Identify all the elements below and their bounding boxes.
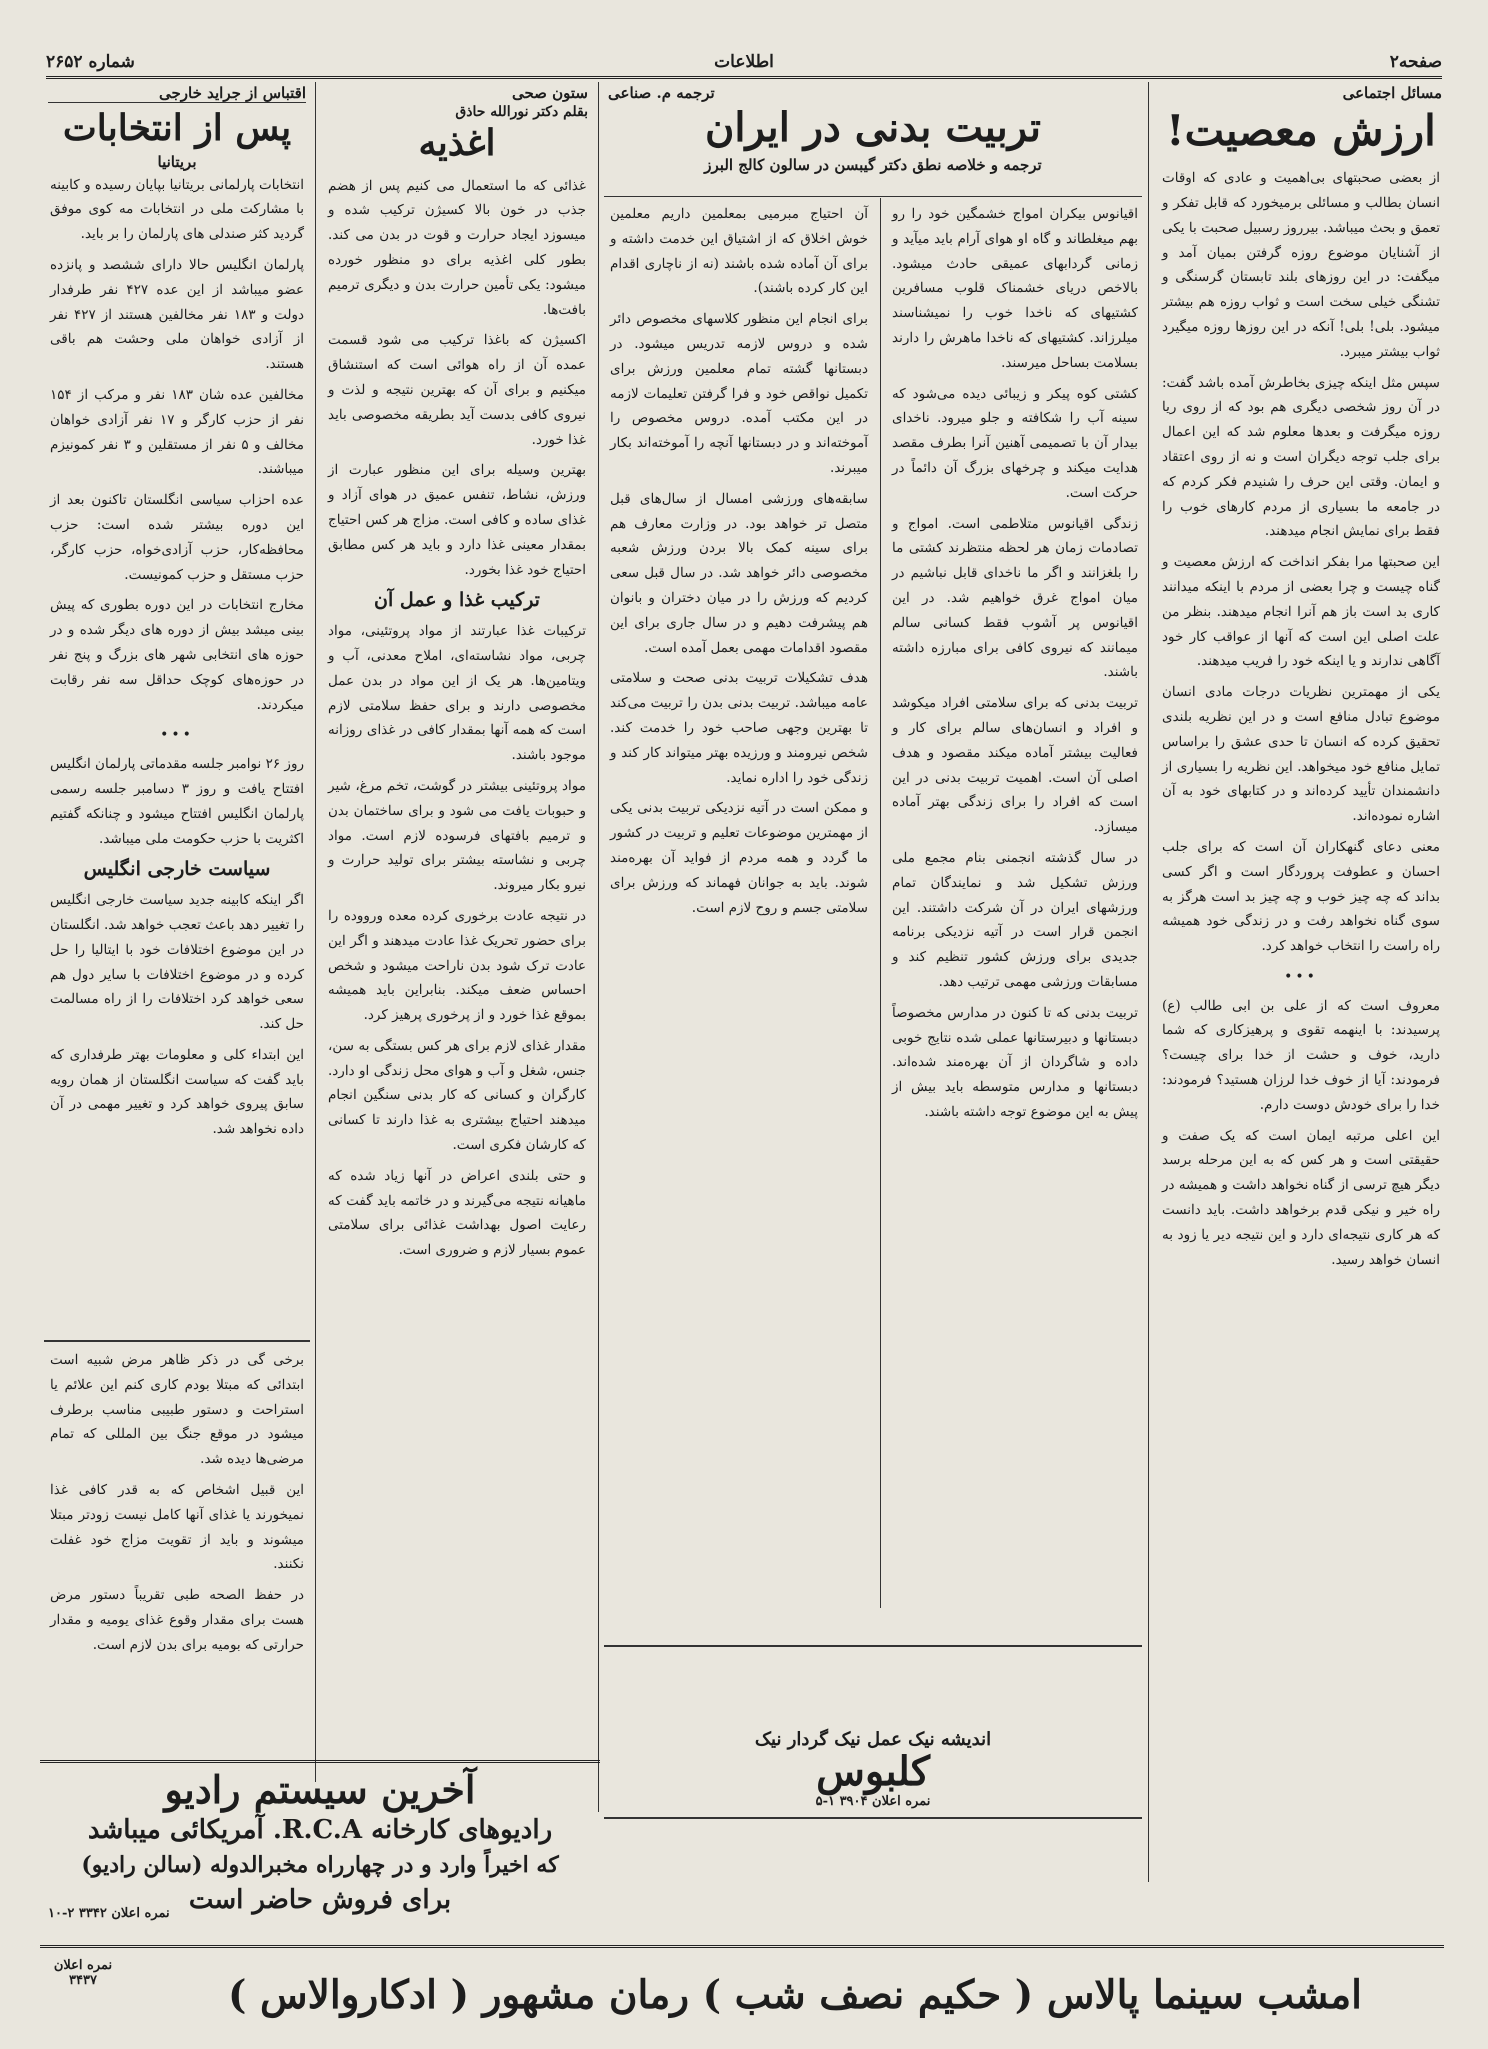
column-rule [1148,82,1149,1882]
section-heading: سیاست خارجی انگلیس [83,858,271,881]
kelbous-advertisement [604,1645,1142,1819]
cinema-ad-code [48,1958,118,1988]
ad-title: آخرین سیستم رادیو [164,1767,476,1812]
paragraph: مخارج انتخابات در این دوره بطوری که پیش بینی میشد بیش از دوره های دیگر شده و در حوزه های انتخابی شهر های بزرگ و پنج نفر در حوزه‌های کوچک حداقل سه نفر رقابت میکردند. [50,597,304,713]
article-body [44,1342,310,1658]
paragraph: اگر اینکه کابینه جدید سیاست خارجی انگلیس را تغییر دهد باعث تعجب خواهد شد. انگلستان در این موضوع اختلافات خود با ایتالیا را حل کرده و در موضوع اختلافات با سایر دول هم سعی خواهد کرد اختلافات را از راه مسالمت حل کند. [50,892,304,1033]
header-rule [604,196,1142,197]
paragraph: تربیت بدنی که تا کنون در مدارس مخصوصاً دبستانها و دبیرستانها عملی شده نتایج خوبی داده و شاگردان از آن بهره‌مند شده‌اند. دبستانها و مدارس متوسطه باید بیش از پیش به این موضوع توجه داشته باشند. [892,1004,1138,1120]
issue-number: شماره ۲۶۵۲ [46,52,135,72]
paragraph: کشتی کوه پیکر و زیبائی دیده می‌شود که سینه آب را شکافته و جلو میرود. ناخدای بیدار آن با تصمیمی آهنین آنرا بطرف مقصد هدایت میکند و چرخهای بزرگ آن دائماً در حرکت است. [892,385,1138,501]
article-body [1156,166,1446,1272]
paragraph: آن احتیاج مبرمیی بمعلمین داریم معلمین خوش اخلاق که از اشتیاق این خدمت داشته و برای آن آماده شده باشند (نه از ناچاری اقدام این کار کرده باشند). [610,206,868,297]
column-rule [315,82,316,1782]
paragraph: در حفظ الصحه طبی تقریباً دستور مرض هست برای مقدار وقوع غذای یومیه و مقدار حرارتی که بومیه برای بدن لازم است. [50,1587,304,1653]
paragraph: سپس مثل اینکه چیزی بخاطرش آمده باشد گفت: در آن روز شخصی دیگری هم بود که از روی ریا روزه میگرفت و بعدها معلوم شد که این اعمال برای جلب توجه دیگران است و نه از روی اعتقاد و ایمان. وقتی این حرف را شنیدم فکر کردم که در جامعه ما بسیاری از مردم کارهای خوب را فقط برای نمایش انجام میدهند. [1162,374,1440,540]
column-kicker: ستون صحی [511,84,588,102]
ad-code: نمره اعلان ۳۹۰۴ ۱-۵ [815,1794,931,1809]
section-heading: ترکیب غذا و عمل آن [374,589,540,612]
section-stars: ••• [1284,968,1318,985]
paragraph: و حتی بلندی اعراض در آنها زیاد شده که ماهیانه نتیجه می‌گیرند و در خاتمه باید گفت که رعایت اصول بهداشت غذائی برای سلامتی عموم بسیار لازم و ضروری است. [328,1167,586,1259]
paragraph: مخالفین عده شان ۱۸۳ نفر و مرکب از ۱۵۴ نفر از حزب کارگر و ۱۷ نفر آزادی خواهان مخالف و ۵ نفر از مستقلین و ۳ نفر کمونیزم میباشند. [50,386,305,478]
ad-code: نمره اعلان ۳۳۴۲ ۲-۱۰ [48,1906,170,1921]
paragraph: مقدار غذای لازم برای هر کس بستگی به سن، جنس، شغل و آب و هوای محل زندگی او دارد. کارگران و کسانی که کار بدنی سنگین انجام میدهند احتیاج بیشتری به غذا دارند تا کسانی که کارشان فکری است. [328,1037,586,1154]
column-foreign-press [44,82,310,1279]
column-health [322,82,592,1699]
page-number: صفحه۲ [1389,52,1442,72]
paragraph: ترکیبات غذا عبارتند از مواد پروتئینی، مواد چربی، مواد نشاسته‌ای، املاح معدنی، آب و ویتامین‌ها. هر یک از این مواد در بدن عمل مخصوصی دارند و برای حفظ سلامتی لازم است که همه آنها بمقدار کافی در غذای روزانه موجود باشند. [328,623,586,764]
paragraph: سابقه‌های ورزشی امسال از سال‌های قبل متصل تر خواهد بود. در وزارت معارف هم برای سینه کمک بالا بردن ورزش شعبه مخصوصی دائر خواهد شد. در سال قبل سعی کردیم که ورزش را در میان دختران و بانوان هم پیشرفت دهیم و در سال جاری برای این مقصود اقدامات مهمی بعمل آمده است. [610,490,868,656]
paragraph: معنی دعای گنهکاران آن است که برای جلب احسان و عطوفت پروردگار است و اگر کسی بداند که چه چیز خوب و چه چیز بد است هرگز به سوی گناه نخواهد رفت و در زندگی خود همیشه راه راست را انتخاب خواهد کرد. [1162,838,1440,955]
masthead [46,52,1442,79]
article-subhead: بریتانیا [157,152,197,171]
column-kicker: مسائل اجتماعی [1342,84,1442,102]
ad-tagline: اندیشه نیک عمل نیک گردار نیک [754,1729,992,1750]
physical-education-header [604,82,1142,176]
ad-code-label: نمره اعلان [53,1958,113,1973]
paragraph: معروف است که از علی بن ابی طالب (ع) پرسیدند: با اینهمه تقوی و پرهیزکاری که شما دارید، خوف و حشت از خدا برای چیست؟ فرمودند: آیا از خوف خدا لرزان هستید؟ فرمودند: خدا را برای خودش دوست دارم. [1162,997,1440,1113]
ad-rule [40,1760,600,1763]
physical-education-col-right [886,202,1144,1609]
paragraph: این ابتداء کلی و معلومات بهتر طرفداری که باید گفت که سیاست انگلستان از همان رویه سابق پیروی خواهد کرد و تغییر مهمی در آن داده نخواهد شد. [50,1046,304,1138]
paragraph: تربیت بدنی که برای سلامتی افراد میکوشد و افراد و انسان‌های سالم برای کار و فعالیت بیشتر آماده میکند مقصود و هدف اصلی آن است. اهمیت تربیت بدنی در این است که افراد را برای زندگی بهتر آماده میسازد. [892,695,1138,836]
article-headline: تربیت بدنی در ایران [705,104,1041,151]
paragraph: برخی گی در ذکر ظاهر مرض شبیه است ابتدائی که مبتلا بودم کاری کنم این علائم یا استراحت و دستور طبیبی مناسب برطرف میشود در موقع جنگ بین المللی که تمام مرضی‌ها دیده شد. [50,1352,304,1468]
paragraph: و ممکن است در آتیه نزدیکی تربیت بدنی یکی از مهمترین موضوعات تعلیم و تربیت در کشور ما گردد و همه مردم از فواید آن بهره‌مند شوند. باید به جوانان فهماند که ورزش برای سلامتی جسم و روح لازم است. [610,800,868,916]
ad-brand: کلبوس [816,1748,930,1795]
ad-line: رادیوهای کارخانه R.C.A. آمریکائی میباشد [87,1815,553,1845]
article-headline: پس از انتخابات [62,107,292,149]
article-body [44,173,310,1142]
paragraph: از بعضی صحبتهای بی‌اهمیت و عادی که اوقات انسان بطالب و مسائلی برمیخورد که قابل تفکر و تعمق و بحث میباشد. بیرروز رسبیل صحبت با یکی از آشنایان موضوع روزه گرفتن بمیان آمد و میگفت: در این روزهای بلند تابستان گرسنگی و تشنگی خیلی سخت است و ثواب روزه هم بیشتر میشود. بلی! بلی! آنکه در این روزها روزه میگیرد ثواب بیشتر میبرد. [1162,170,1440,360]
article-body [886,202,1144,1125]
article-subhead: ترجمه و خلاصه نطق دکتر گیبسن در سالون کالج البرز [704,156,1042,174]
paragraph: این صحبتها مرا بفکر انداخت که ارزش معصیت و گناه چیست و چرا بعضی از مردم با اینکه میدانند کاری بد است باز هم آنرا انجام میدهند. بنظر من علت اصلی این است که آنها از عواقب کار خود آگاهی ندارند و یا اینکه خود را فریب میدهند. [1162,554,1440,670]
paragraph: در نتیجه عادت برخوری کرده معده ورووده را برای حضور تحریک غذا عادت میدهند و اگر این عادت ترک شود بدن ناراحت میشود و شخص احساس ضعف میکند. بنابراین باید همیشه بموقع غذا خورد و از پرخوری پرهیز کرد. [328,907,586,1024]
paragraph: اقیانوس بیکران امواج خشمگین خود را رو بهم میغلطاند و گاه او هوای آرام باید میآید و زمانی گردابهای عمیقی حادث میشود. بالاخص دریای خشمناک قلوب مسافرین کشتیهای که ناخدا خوب را نمیشناسند میلرزاند. کشتیهای که ناخدا ماهرش را دارند بسلامت بساحل میرسند. [892,206,1138,371]
paper-name: اطلاعات [714,52,774,72]
ad-line: که اخیراً وارد و در چهارراه مخبرالدوله (سالن رادیو) [81,1852,559,1878]
column-kicker: اقتباس از جراید خارجی [48,84,306,103]
ad-line: برای فروش حاضر است [188,1885,452,1915]
paragraph: اکسیژن که باغذا ترکیب می شود قسمت عمده آن از راه هوائی است که استنشاق میکنیم و برای آن که بهترین نتیجه و لذت و نیروی کافی بدست آید بطریقه مخصوصی باید غذا خورد. [328,332,586,448]
paragraph: یکی از مهمترین نظریات درجات مادی انسان موضوع تبادل منافع است و در این نظریه بلندی تحقیق کرده که انسان تا حدی عشق را براساس تمایل منافع خود میخواهد. این نظریه را بسیاری از دانشمندان تأیید کرده‌اند و در کتابهای خود به آن اشاره نموده‌اند. [1162,684,1440,825]
column-rule [598,82,599,1812]
article-body [322,174,592,1263]
paragraph: هدف تشکیلات تربیت بدنی صحت و سلامتی عامه میباشد. تربیت بدنی بدن را تربیت می‌کند تا بهترین وجهی صاحب خود را خدمت کند. شخص نیرومند و ورزیده بهتر میتواند کار کند و زندگی خود را اداره نماید. [610,670,868,786]
translator-credit: ترجمه م. صناعی [608,84,715,102]
paragraph: این اعلی مرتبه ایمان است که یک صفت و حقیقتی است و هر کس که به این مرحله برسد دیگر هیچ ترسی از گناه نخواهد داشت و همیشه در راه خیر و نیکی قدم برخواهد داشت. باید دانست که هر کاری نتیجه‌ای دارد و این نتیجه دیر یا زود به انسان خواهد رسید. [1162,1127,1440,1268]
ad-code-number: ۳۴۳۷ [69,1973,97,1988]
boxed-article [44,1340,310,1762]
article-headline: ارزش معصیت! [1166,106,1436,155]
paragraph: غذائی که ما استعمال می کنیم پس از هضم جذب در خون بالا کسیژن ترکیب شده و میسوزد ایجاد حرارت و قوت در بدن می کند. بطور کلی اغذیه برای دو منظور خورده میشود: یکی تأمین حرارت بدن و دیگری ترمیم بافت‌ها. [328,177,586,318]
paragraph: روز ۲۶ نوامبر جلسه مقدماتی پارلمان انگلیس افتتاح یافت و روز ۳ دسامبر جلسه رسمی پارلمان انگلیس افتتاح میشود و چنانکه گفتیم اکثریت با حزب حکومت ملی میباشد. [50,756,304,847]
paragraph: انتخابات پارلمانی بریتانیا بپایان رسیده و کابینه با مشارکت ملی در انتخابات مه کوی موفق گردید کثر صندلی های پارلمان را بر باید. [50,176,304,243]
article-body [604,202,874,920]
paragraph: زندگی اقیانوس متلاطمی است. امواج و تصادمات زمان هر لحظه منتظرند کشتی ما را بلغزانند و اگر ما ناخدای قابل نباشیم در میان امواج غرق خواهیم شد. در این اقیانوس پر آشوب فقط کسانی سالم میمانند که نیروی کافی برای مبارزه داشته باشند. [892,515,1138,681]
paragraph: در سال گذشته انجمنی بنام مجمع ملی ورزش تشکیل شد و نمایندگان تمام ورزشهای ایران در آن شرکت داشتند. این انجمن قرار است در آتیه نزدیکی برنامه جدیدی برای ورزش کشور تنظیم کند و مسابقات ورزشی مهمی ترتیب دهد. [892,849,1138,990]
section-stars: ••• [160,727,194,744]
ad-rule [40,1945,1444,1948]
paragraph: برای انجام این منظور کلاسهای مخصوص دائر شده و دروس لازمه تدریس میشود. در دبستانها گشته تمام معلمین ورزش برای تکمیل نواقص خود و فرا گرفتن تعلیمات لازمه در این مکتب آمده. دروس مخصوص را آموخته‌اند و در دبستانها آنچه را آموخته‌اند بکار میبرند. [610,311,868,476]
paragraph: عده احزاب سیاسی انگلستان تاکنون بعد از این دوره بیشتر شده است: حزب محافظه‌کار، حزب آزادی‌خواه، حزب کارگر، حزب مستقل و حزب کمونیست. [50,492,304,583]
article-headline: اغذیه [418,122,496,164]
paragraph: مواد پروتئینی بیشتر در گوشت، تخم مرغ، شیر و حبوبات یافت می شود و برای ساختمان بدن و ترمیم بافتهای فرسوده لازم است. مواد چربی و نشاسته بیشتر برای تولید حرارت و نیرو بکار میروند. [328,777,586,894]
physical-education-col-left [604,202,874,1609]
column-rule [880,198,881,1608]
cinema-advertisement: امشب سینما پالاس ( حکیم نصف شب ) رمان مشهور ( ادکاروالاس ) [227,1972,1363,2018]
byline: بقلم دکتر نورالله حاذق [455,104,588,120]
paragraph: بهترین وسیله برای این منظور عبارت از ورزش، نشاط، تنفس عمیق در هوای آزاد و غذای ساده و کافی است. مزاج هر کس احتیاج بمقدار معینی غذا دارد و باید هر کس مطابق احتیاج خود غذا بخورد. [328,462,586,578]
paragraph: پارلمان انگلیس حالا دارای ششصد و پانزده عضو میباشد از این عده ۴۲۷ نفر طرفدار دولت و ۱۸۳ نفر مخالفین هستند از ۴۲۷ نفر از آزادی خواهان ملی وحشت هم باقی هستند. [50,256,305,373]
column-social-issues [1156,82,1446,1879]
paragraph: این قبیل اشخاص که به قدر کافی غذا نمیخورند یا غذای آنها کامل نیست زودتر مبتلا میشوند و باید از تقویت مزاج خود غفلت نکنند. [50,1481,304,1573]
